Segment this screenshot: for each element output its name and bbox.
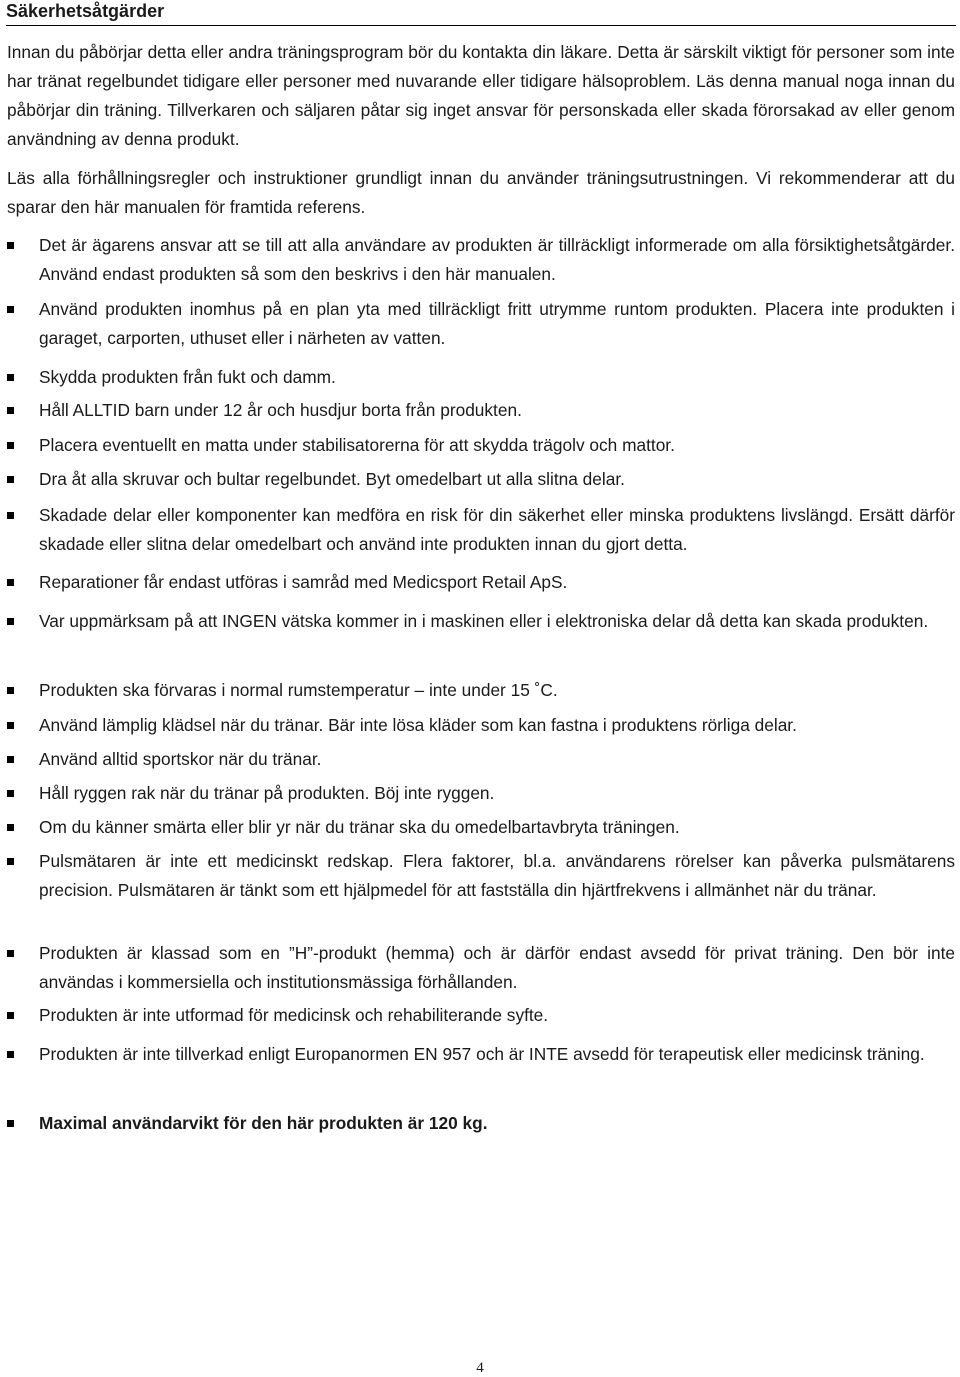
list-item-text: Skadade delar eller komponenter kan medföra en risk för din säkerhet eller minska produktens livslängd. Ersätt därför skadade eller slitna delar omedelbart och använd inte produkten innan du gjort detta. <box>39 505 955 554</box>
bullet-icon <box>7 579 14 586</box>
intro-paragraph: Innan du påbörjar detta eller andra träningsprogram bör du kontakta din läkare. Detta är särskilt viktigt för personer som inte har tränat regelbundet tidigare eller personer med nuvarande eller tidigare hälsoproblem. Läs denna manual noga innan du påbörjar din träning. Tillverkaren och säljaren påtar sig inget ansvar för personskada eller skada förorsakad av eller genom användning av denna produkt. <box>7 42 955 149</box>
list-item <box>39 431 955 460</box>
list-item <box>39 813 955 842</box>
list-item <box>39 1001 955 1030</box>
list-item-text: Dra åt alla skruvar och bultar regelbundet. Byt omedelbart ut alla slitna delar. <box>39 469 625 489</box>
list-item-text: Använd produkten inomhus på en plan yta med tillräckligt fritt utrymme runtom produkten. Placera inte produkten i garaget, carporten, uthuset eller i närheten av vatten. <box>39 299 955 348</box>
bullet-icon <box>7 1051 14 1058</box>
bullet-icon <box>7 442 14 449</box>
list-item-text: Använd alltid sportskor när du tränar. <box>39 749 322 769</box>
bullet-icon <box>7 1120 14 1127</box>
list-item-text: Produkten är inte tillverkad enligt Europanormen EN 957 och är INTE avsedd för terapeutisk eller medicinsk träning. <box>39 1044 925 1064</box>
list-item-text: Produkten är inte utformad för medicinsk och rehabiliterande syfte. <box>39 1005 549 1025</box>
list-item-text: Reparationer får endast utföras i samråd med Medicsport Retail ApS. <box>39 572 568 592</box>
list-item <box>39 745 955 774</box>
list-item-text: Håll ALLTID barn under 12 år och husdjur borta från produkten. <box>39 400 522 420</box>
bullet-icon <box>7 950 14 957</box>
bullet-icon <box>7 858 14 865</box>
list-item <box>39 711 955 740</box>
list-item-text: Håll ryggen rak när du tränar på produkten. Böj inte ryggen. <box>39 783 495 803</box>
bullet-icon <box>7 618 14 625</box>
page-number: 4 <box>476 1360 484 1376</box>
bullet-icon <box>7 476 14 483</box>
list-item-text: Produkten ska förvaras i normal rumstemperatur – inte under 15 ˚C. <box>39 680 558 700</box>
list-item-text: Använd lämplig klädsel när du tränar. Bär inte lösa kläder som kan fastna i produktens rörliga delar. <box>39 715 797 735</box>
bullet-icon <box>7 756 14 763</box>
list-item <box>39 501 955 559</box>
bullet-icon <box>7 824 14 831</box>
bullet-icon <box>7 790 14 797</box>
list-item <box>39 1040 955 1069</box>
list-item <box>39 676 955 705</box>
list-item-text: Pulsmätaren är inte ett medicinskt redskap. Flera faktorer, bl.a. användarens rörelser kan påverka pulsmätarens precision. Pulsmätaren är tänkt som ett hjälpmedel för att fastställa din hjärtfrekvens i allmänhet när du tränar. <box>39 851 955 900</box>
section-heading: Säkerhetsåtgärder <box>6 0 956 26</box>
list-item-text: Placera eventuellt en matta under stabilisatorerna för att skydda trägolv och mattor. <box>39 435 675 455</box>
list-item <box>39 607 955 636</box>
list-item-text: Maximal användarvikt för den här produkten är 120 kg. <box>39 1113 488 1133</box>
list-item-text: Var uppmärksam på att INGEN vätska kommer in i maskinen eller i elektroniska delar då detta kan skada produkten. <box>39 611 929 631</box>
list-item <box>39 568 955 597</box>
list-item <box>39 396 955 425</box>
list-item <box>39 1109 955 1138</box>
list-item <box>39 847 955 905</box>
list-item-text: Produkten är klassad som en ”H”-produkt (hemma) och är därför endast avsedd för privat träning. Den bör inte användas i kommersiella och institutionsmässiga förhållanden. <box>39 943 955 992</box>
list-item-text: Det är ägarens ansvar att se till att alla användare av produkten är tillräckligt informerade om alla försiktighetsåtgärder. Använd endast produkten så som den beskrivs i den här manualen. <box>39 235 955 284</box>
bullet-icon <box>7 687 14 694</box>
list-item-text: Skydda produkten från fukt och damm. <box>39 367 336 387</box>
bullet-icon <box>7 512 14 519</box>
bullet-icon <box>7 374 14 381</box>
bullet-icon <box>7 1012 14 1019</box>
bullet-icon <box>7 306 14 313</box>
list-item <box>39 779 955 808</box>
bullet-icon <box>7 242 14 249</box>
list-item <box>39 939 955 997</box>
list-item <box>39 363 955 392</box>
bullet-icon <box>7 722 14 729</box>
list-item <box>39 231 955 289</box>
instructions-paragraph: Läs alla förhållningsregler och instruktioner grundligt innan du använder träningsutrustningen. Vi rekommenderar att du sparar den här manualen för framtida referens. <box>7 168 955 217</box>
list-item-text: Om du känner smärta eller blir yr när du tränar ska du omedelbartavbryta träningen. <box>39 817 680 837</box>
bullet-icon <box>7 407 14 414</box>
list-item <box>39 295 955 353</box>
list-item <box>39 465 955 494</box>
